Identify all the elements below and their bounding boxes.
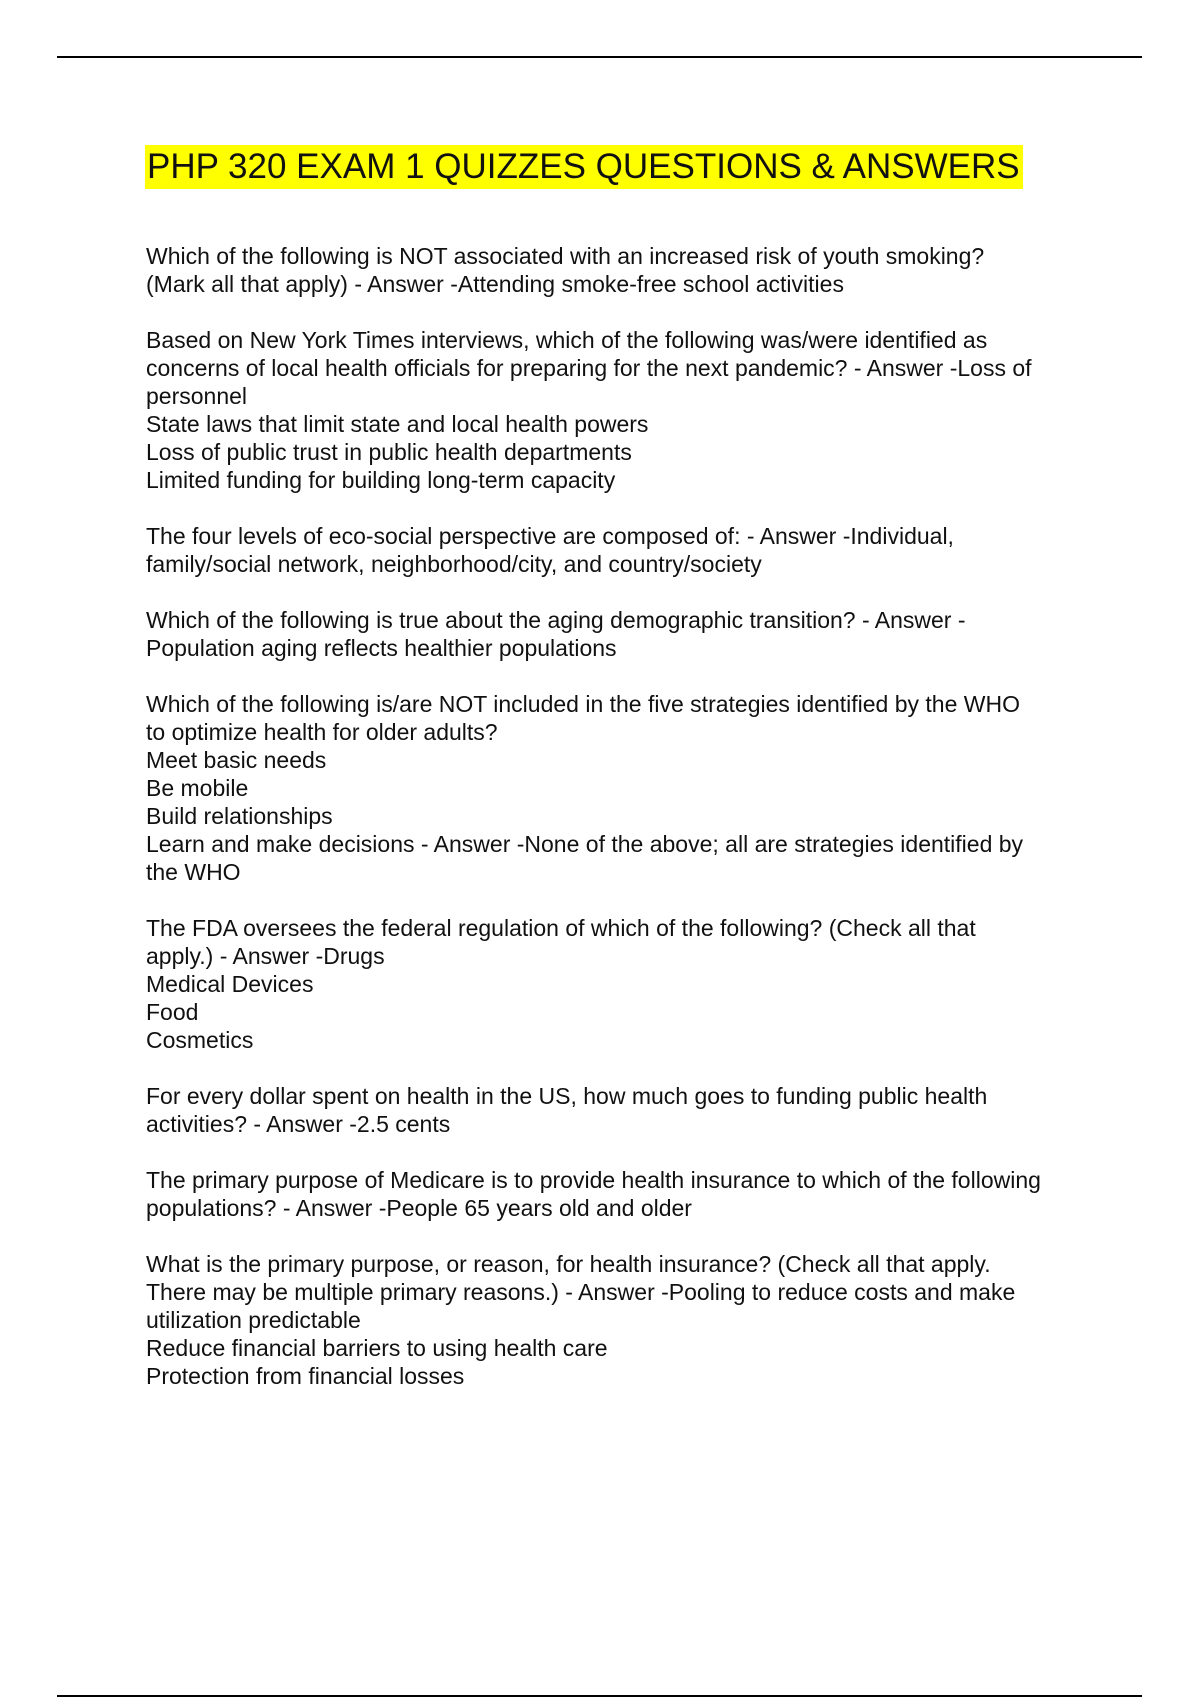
qa-line: Which of the following is true about the aging demographic transition? - Answer - (146, 607, 966, 633)
qa-line: family/social network, neighborhood/city, and country/society (146, 551, 762, 577)
qa-line: The FDA oversees the federal regulation of which of the following? (Check all that (146, 915, 976, 941)
qa-line: the WHO (146, 859, 241, 885)
qa-line: Cosmetics (146, 1027, 254, 1053)
qa-item (146, 1166, 1096, 1222)
qa-item (146, 606, 1096, 662)
qa-line: Which of the following is/are NOT included in the five strategies identified by the WHO (146, 691, 1020, 717)
qa-line: Limited funding for building long-term capacity (146, 467, 616, 493)
qa-line: apply.) - Answer -Drugs (146, 943, 385, 969)
qa-line: personnel (146, 383, 248, 409)
qa-line: Build relationships (146, 803, 333, 829)
title-block (145, 145, 1023, 189)
qa-item (146, 690, 1096, 886)
qa-item (146, 522, 1096, 578)
top-divider (57, 56, 1142, 58)
qa-line: Based on New York Times interviews, which of the following was/were identified as (146, 327, 988, 353)
qa-item (146, 242, 1096, 298)
qa-line: The four levels of eco-social perspective are composed of: - Answer -Individual, (146, 523, 954, 549)
qa-line: activities? - Answer -2.5 cents (146, 1111, 451, 1137)
qa-line: Reduce financial barriers to using health care (146, 1335, 608, 1361)
qa-line: Protection from financial losses (146, 1363, 465, 1389)
qa-line: There may be multiple primary reasons.) - Answer -Pooling to reduce costs and make (146, 1279, 1016, 1305)
qa-line: Which of the following is NOT associated with an increased risk of youth smoking? (146, 243, 985, 269)
qa-item (146, 1082, 1096, 1138)
qa-item (146, 914, 1096, 1054)
qa-line: (Mark all that apply) - Answer -Attending smoke-free school activities (146, 271, 844, 297)
qa-item (146, 326, 1096, 494)
qa-line: Meet basic needs (146, 747, 327, 773)
qa-line: Loss of public trust in public health departments (146, 439, 632, 465)
bottom-divider (57, 1695, 1142, 1697)
qa-line: For every dollar spent on health in the US, how much goes to funding public health (146, 1083, 988, 1109)
qa-line: utilization predictable (146, 1307, 361, 1333)
qa-line: State laws that limit state and local health powers (146, 411, 649, 437)
qa-line: to optimize health for older adults? (146, 719, 498, 745)
qa-line: populations? - Answer -People 65 years old and older (146, 1195, 692, 1221)
qa-line: The primary purpose of Medicare is to provide health insurance to which of the following (146, 1167, 1041, 1193)
qa-line: Be mobile (146, 775, 249, 801)
page-title: PHP 320 EXAM 1 QUIZZES QUESTIONS & ANSWERS (145, 145, 1023, 189)
qa-line: Population aging reflects healthier populations (146, 635, 617, 661)
qa-line: Learn and make decisions - Answer -None of the above; all are strategies identified by (146, 831, 1024, 857)
qa-list (146, 242, 1096, 1418)
qa-line: concerns of local health officials for preparing for the next pandemic? - Answer -Loss of (146, 355, 1032, 381)
qa-line: Medical Devices (146, 971, 314, 997)
qa-item (146, 1250, 1096, 1390)
qa-line: Food (146, 999, 199, 1025)
qa-line: What is the primary purpose, or reason, for health insurance? (Check all that apply. (146, 1251, 991, 1277)
